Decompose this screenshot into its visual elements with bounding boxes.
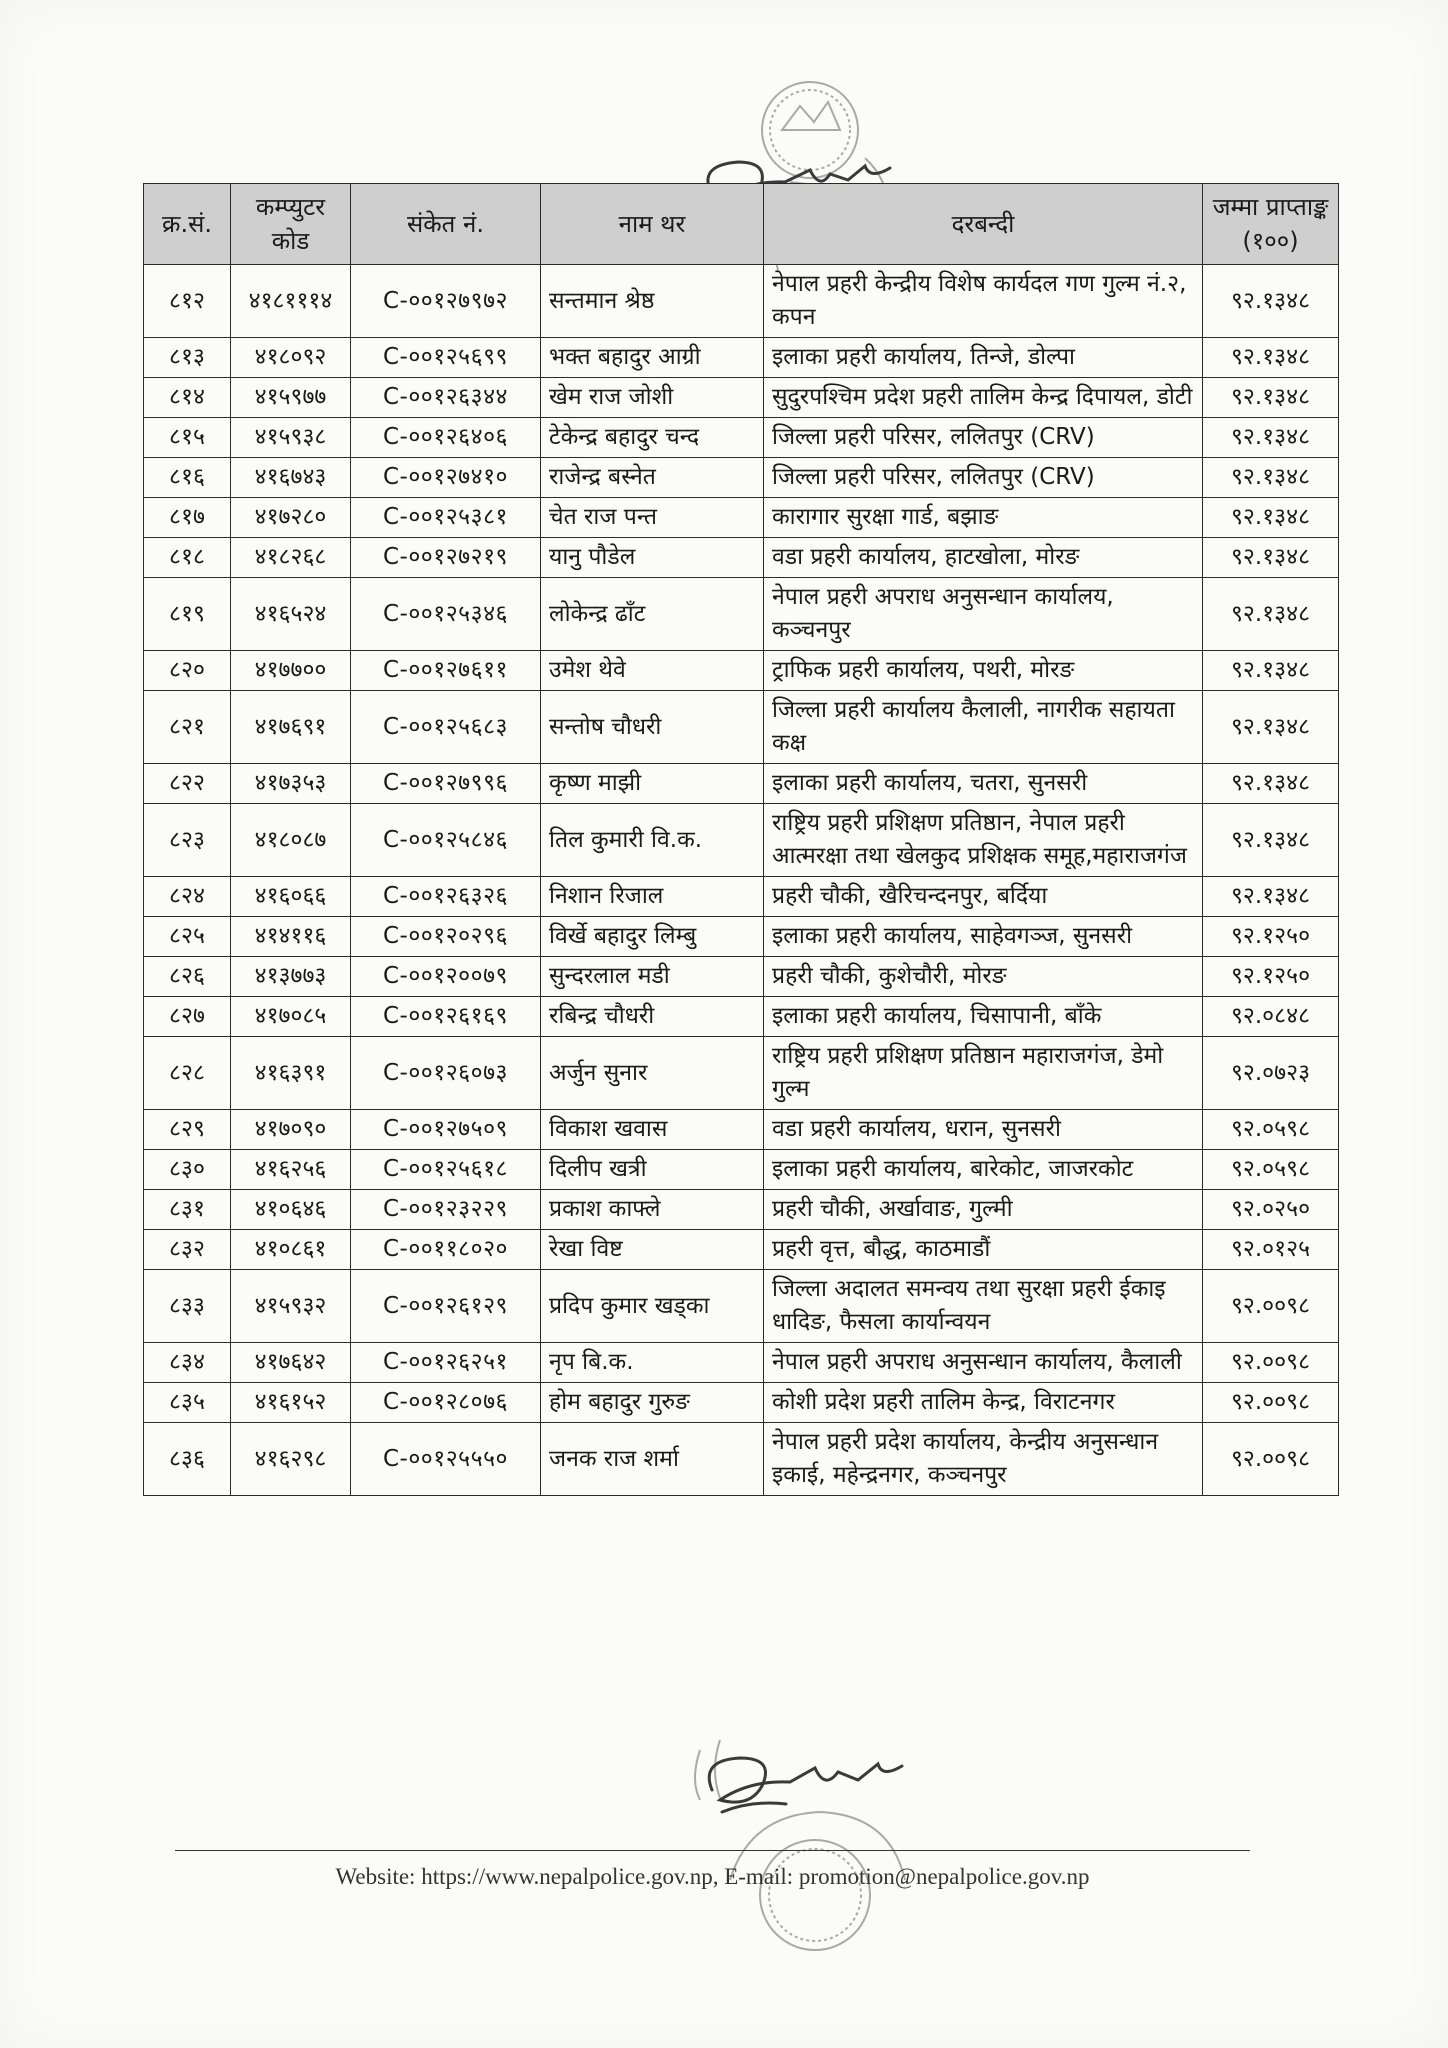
table-row (144, 498, 1339, 538)
cell-serial-number: ८१४ (144, 378, 231, 418)
cell-roll-number: C-००१२७९७२ (351, 265, 541, 338)
cell-roll-number: C-००१२७६११ (351, 651, 541, 691)
table-row (144, 1150, 1339, 1190)
cell-serial-number: ८१७ (144, 498, 231, 538)
cell-computer-code: ४१७२८० (231, 498, 351, 538)
cell-serial-number: ८३५ (144, 1383, 231, 1423)
table-row (144, 997, 1339, 1037)
cell-serial-number: ८२९ (144, 1110, 231, 1150)
header-full-name: नाम थर (541, 184, 764, 265)
table-row (144, 1270, 1339, 1343)
cell-posting: कोशी प्रदेश प्रहरी तालिम केन्द्र, विराटनगर (764, 1383, 1203, 1423)
cell-total-score: ९२.१३४८ (1203, 498, 1339, 538)
header-serial-number: क्र.सं. (144, 184, 231, 265)
cell-total-score: ९२.१३४८ (1203, 651, 1339, 691)
table-row (144, 764, 1339, 804)
cell-total-score: ९२.१३४८ (1203, 418, 1339, 458)
cell-computer-code: ४१६२९८ (231, 1423, 351, 1496)
cell-total-score: ९२.०५९८ (1203, 1150, 1339, 1190)
cell-serial-number: ८२० (144, 651, 231, 691)
cell-total-score: ९२.१३४८ (1203, 538, 1339, 578)
cell-total-score: ९२.०७२३ (1203, 1037, 1339, 1110)
cell-roll-number: C-००१२८०७६ (351, 1383, 541, 1423)
table-row (144, 578, 1339, 651)
cell-posting: इलाका प्रहरी कार्यालय, बारेकोट, जाजरकोट (764, 1150, 1203, 1190)
cell-full-name: निशान रिजाल (541, 877, 764, 917)
cell-roll-number: C-००१२०२९६ (351, 917, 541, 957)
table-row (144, 418, 1339, 458)
table-row (144, 877, 1339, 917)
cell-serial-number: ८३२ (144, 1230, 231, 1270)
cell-posting: नेपाल प्रहरी अपराध अनुसन्धान कार्यालय, कैलाली (764, 1343, 1203, 1383)
cell-posting: इलाका प्रहरी कार्यालय, तिन्जे, डोल्पा (764, 338, 1203, 378)
cell-roll-number: C-००१२६४०६ (351, 418, 541, 458)
cell-posting: नेपाल प्रहरी अपराध अनुसन्धान कार्यालय, कञ्चनपुर (764, 578, 1203, 651)
header-roll-number: संकेत नं. (351, 184, 541, 265)
cell-total-score: ९२.१२५० (1203, 957, 1339, 997)
cell-computer-code: ४१७०८५ (231, 997, 351, 1037)
cell-serial-number: ८३० (144, 1150, 231, 1190)
cell-full-name: भक्त बहादुर आग्री (541, 338, 764, 378)
cell-roll-number: C-००१२५६९९ (351, 338, 541, 378)
cell-roll-number: C-००१२००७९ (351, 957, 541, 997)
table-row (144, 804, 1339, 877)
cell-computer-code: ४१८०८७ (231, 804, 351, 877)
bottom-seal-stamp (690, 1720, 950, 1960)
table-row (144, 651, 1339, 691)
cell-computer-code: ४१६२५६ (231, 1150, 351, 1190)
table-row (144, 957, 1339, 997)
table-row (144, 265, 1339, 338)
cell-full-name: तिल कुमारी वि.क. (541, 804, 764, 877)
cell-posting: नेपाल प्रहरी प्रदेश कार्यालय, केन्द्रीय अनुसन्धान इकाई, महेन्द्रनगर, कञ्चनपुर (764, 1423, 1203, 1496)
cell-full-name: होम बहादुर गुरुङ (541, 1383, 764, 1423)
cell-full-name: रबिन्द्र चौधरी (541, 997, 764, 1037)
table-row (144, 538, 1339, 578)
cell-full-name: सुन्दरलाल मडी (541, 957, 764, 997)
cell-total-score: ९२.१३४८ (1203, 338, 1339, 378)
table-row (144, 691, 1339, 764)
table-row (144, 458, 1339, 498)
cell-posting: जिल्ला प्रहरी कार्यालय कैलाली, नागरीक सहायता कक्ष (764, 691, 1203, 764)
cell-posting: वडा प्रहरी कार्यालय, हाटखोला, मोरङ (764, 538, 1203, 578)
cell-roll-number: C-००११८०२० (351, 1230, 541, 1270)
cell-computer-code: ४१५९७७ (231, 378, 351, 418)
cell-serial-number: ८२५ (144, 917, 231, 957)
cell-serial-number: ८१५ (144, 418, 231, 458)
cell-roll-number: C-००१२५५५० (351, 1423, 541, 1496)
cell-posting: प्रहरी चौकी, अर्खावाङ, गुल्मी (764, 1190, 1203, 1230)
results-table (143, 183, 1339, 1496)
table-row (144, 1190, 1339, 1230)
cell-roll-number: C-००१२७२१९ (351, 538, 541, 578)
cell-posting: राष्ट्रिय प्रहरी प्रशिक्षण प्रतिष्ठान महाराजगंज, डेमो गुल्म (764, 1037, 1203, 1110)
cell-computer-code: ४१७६४२ (231, 1343, 351, 1383)
cell-serial-number: ८२३ (144, 804, 231, 877)
cell-serial-number: ८१२ (144, 265, 231, 338)
cell-total-score: ९२.१३४८ (1203, 804, 1339, 877)
cell-posting: कारागार सुरक्षा गार्ड, बझाङ (764, 498, 1203, 538)
cell-total-score: ९२.००९८ (1203, 1423, 1339, 1496)
cell-serial-number: ८२८ (144, 1037, 231, 1110)
table-row (144, 338, 1339, 378)
cell-total-score: ९२.१२५० (1203, 917, 1339, 957)
cell-computer-code: ४१५९३२ (231, 1270, 351, 1343)
cell-computer-code: ४१०८६१ (231, 1230, 351, 1270)
cell-roll-number: C-००१२६०७३ (351, 1037, 541, 1110)
cell-roll-number: C-००१२५३४६ (351, 578, 541, 651)
cell-total-score: ९२.१३४८ (1203, 764, 1339, 804)
table-body (144, 265, 1339, 1496)
cell-total-score: ९२.०२५० (1203, 1190, 1339, 1230)
cell-serial-number: ८३४ (144, 1343, 231, 1383)
cell-posting: इलाका प्रहरी कार्यालय, चतरा, सुनसरी (764, 764, 1203, 804)
cell-roll-number: C-००१२७४१० (351, 458, 541, 498)
cell-posting: वडा प्रहरी कार्यालय, धरान, सुनसरी (764, 1110, 1203, 1150)
cell-full-name: यानु पौडेल (541, 538, 764, 578)
cell-full-name: उमेश थेवे (541, 651, 764, 691)
cell-full-name: अर्जुन सुनार (541, 1037, 764, 1110)
table-row (144, 1037, 1339, 1110)
cell-computer-code: ४१३७७३ (231, 957, 351, 997)
table-row (144, 1383, 1339, 1423)
cell-serial-number: ८२२ (144, 764, 231, 804)
cell-computer-code: ४१७३५३ (231, 764, 351, 804)
cell-full-name: विर्खे बहादुर लिम्बु (541, 917, 764, 957)
cell-serial-number: ८२७ (144, 997, 231, 1037)
cell-computer-code: ४१६०६६ (231, 877, 351, 917)
table-row (144, 1343, 1339, 1383)
cell-computer-code: ४१७०९० (231, 1110, 351, 1150)
cell-posting: राष्ट्रिय प्रहरी प्रशिक्षण प्रतिष्ठान, नेपाल प्रहरी आत्मरक्षा तथा खेलकुद प्रशिक्षक समूह,महाराजगंज (764, 804, 1203, 877)
cell-total-score: ९२.१३४८ (1203, 691, 1339, 764)
cell-computer-code: ४१७७०० (231, 651, 351, 691)
cell-serial-number: ८२६ (144, 957, 231, 997)
cell-serial-number: ८१६ (144, 458, 231, 498)
cell-posting: प्रहरी वृत्त, बौद्ध, काठमाडौं (764, 1230, 1203, 1270)
cell-serial-number: ८१३ (144, 338, 231, 378)
cell-full-name: कृष्ण माझी (541, 764, 764, 804)
cell-roll-number: C-००१२७९९६ (351, 764, 541, 804)
cell-serial-number: ८३१ (144, 1190, 231, 1230)
cell-full-name: खेम राज जोशी (541, 378, 764, 418)
cell-computer-code: ४१८२६८ (231, 538, 351, 578)
cell-roll-number: C-००१२५८४६ (351, 804, 541, 877)
cell-posting: ट्राफिक प्रहरी कार्यालय, पथरी, मोरङ (764, 651, 1203, 691)
cell-total-score: ९२.००९८ (1203, 1270, 1339, 1343)
cell-posting: नेपाल प्रहरी केन्द्रीय विशेष कार्यदल गण गुल्म नं.२, कपन (764, 265, 1203, 338)
cell-serial-number: ८३६ (144, 1423, 231, 1496)
cell-roll-number: C-००१२५३८१ (351, 498, 541, 538)
cell-posting: जिल्ला प्रहरी परिसर, ललितपुर (CRV) (764, 458, 1203, 498)
cell-full-name: प्रदिप कुमार खड्का (541, 1270, 764, 1343)
header-total-score: जम्मा प्राप्ताङ्क (१००) (1203, 184, 1339, 265)
cell-roll-number: C-००१२६३२६ (351, 877, 541, 917)
cell-posting: जिल्ला प्रहरी परिसर, ललितपुर (CRV) (764, 418, 1203, 458)
cell-posting: इलाका प्रहरी कार्यालय, साहेवगञ्ज, सुनसरी (764, 917, 1203, 957)
cell-roll-number: C-००१२५६१८ (351, 1150, 541, 1190)
cell-posting: इलाका प्रहरी कार्यालय, चिसापानी, बाँके (764, 997, 1203, 1037)
cell-total-score: ९२.१३४८ (1203, 458, 1339, 498)
table-row (144, 378, 1339, 418)
cell-full-name: जनक राज शर्मा (541, 1423, 764, 1496)
cell-full-name: दिलीप खत्री (541, 1150, 764, 1190)
cell-roll-number: C-००१२५६८३ (351, 691, 541, 764)
table-row (144, 1110, 1339, 1150)
cell-full-name: लोकेन्द्र ढाँट (541, 578, 764, 651)
cell-full-name: सन्तोष चौधरी (541, 691, 764, 764)
cell-total-score: ९२.००९८ (1203, 1343, 1339, 1383)
cell-full-name: राजेन्द्र बस्नेत (541, 458, 764, 498)
cell-full-name: विकाश खवास (541, 1110, 764, 1150)
cell-serial-number: ८२४ (144, 877, 231, 917)
cell-full-name: प्रकाश काफ्ले (541, 1190, 764, 1230)
cell-full-name: नृप बि.क. (541, 1343, 764, 1383)
cell-serial-number: ८२१ (144, 691, 231, 764)
cell-computer-code: ४१६१५२ (231, 1383, 351, 1423)
cell-roll-number: C-००१२६३४४ (351, 378, 541, 418)
cell-posting: सुदुरपश्चिम प्रदेश प्रहरी तालिम केन्द्र दिपायल, डोटी (764, 378, 1203, 418)
cell-posting: प्रहरी चौकी, खैरिचन्दनपुर, बर्दिया (764, 877, 1203, 917)
table-row (144, 917, 1339, 957)
cell-computer-code: ४१७६९१ (231, 691, 351, 764)
cell-roll-number: C-००१२३२२९ (351, 1190, 541, 1230)
header-posting: दरबन्दी (764, 184, 1203, 265)
cell-serial-number: ८३३ (144, 1270, 231, 1343)
table-header-row (144, 184, 1339, 265)
cell-full-name: चेत राज पन्त (541, 498, 764, 538)
table-row (144, 1423, 1339, 1496)
cell-serial-number: ८१९ (144, 578, 231, 651)
cell-roll-number: C-००१२६२५१ (351, 1343, 541, 1383)
cell-full-name: रेखा विष्ट (541, 1230, 764, 1270)
cell-total-score: ९२.०५९८ (1203, 1110, 1339, 1150)
cell-computer-code: ४१५९३८ (231, 418, 351, 458)
cell-computer-code: ४१०६४६ (231, 1190, 351, 1230)
cell-computer-code: ४१६३९१ (231, 1037, 351, 1110)
cell-full-name: सन्तमान श्रेष्ठ (541, 265, 764, 338)
cell-total-score: ९२.१३४८ (1203, 265, 1339, 338)
cell-roll-number: C-००१२६१६९ (351, 997, 541, 1037)
cell-computer-code: ४१८१११४ (231, 265, 351, 338)
cell-serial-number: ८१८ (144, 538, 231, 578)
cell-total-score: ९२.१३४८ (1203, 877, 1339, 917)
footer-contact: Website: https://www.nepalpolice.gov.np, E-mail: promotion@nepalpolice.gov.np (335, 1864, 1090, 1889)
cell-total-score: ९२.०१२५ (1203, 1230, 1339, 1270)
cell-computer-code: ४१४११६ (231, 917, 351, 957)
cell-computer-code: ४१८०९२ (231, 338, 351, 378)
cell-posting: जिल्ला अदालत समन्वय तथा सुरक्षा प्रहरी ईकाइ धादिङ, फैसला कार्यान्वयन (764, 1270, 1203, 1343)
footer-divider (175, 1850, 1250, 1851)
cell-posting: प्रहरी चौकी, कुशेचौरी, मोरङ (764, 957, 1203, 997)
table-row (144, 1230, 1339, 1270)
cell-full-name: टेकेन्द्र बहादुर चन्द (541, 418, 764, 458)
cell-computer-code: ४१६५२४ (231, 578, 351, 651)
cell-roll-number: C-००१२६१२९ (351, 1270, 541, 1343)
header-computer-code: कम्प्युटर कोड (231, 184, 351, 265)
cell-computer-code: ४१६७४३ (231, 458, 351, 498)
cell-roll-number: C-००१२७५०९ (351, 1110, 541, 1150)
cell-total-score: ९२.००९८ (1203, 1383, 1339, 1423)
cell-total-score: ९२.१३४८ (1203, 578, 1339, 651)
cell-total-score: ९२.१३४८ (1203, 378, 1339, 418)
cell-total-score: ९२.०८४८ (1203, 997, 1339, 1037)
